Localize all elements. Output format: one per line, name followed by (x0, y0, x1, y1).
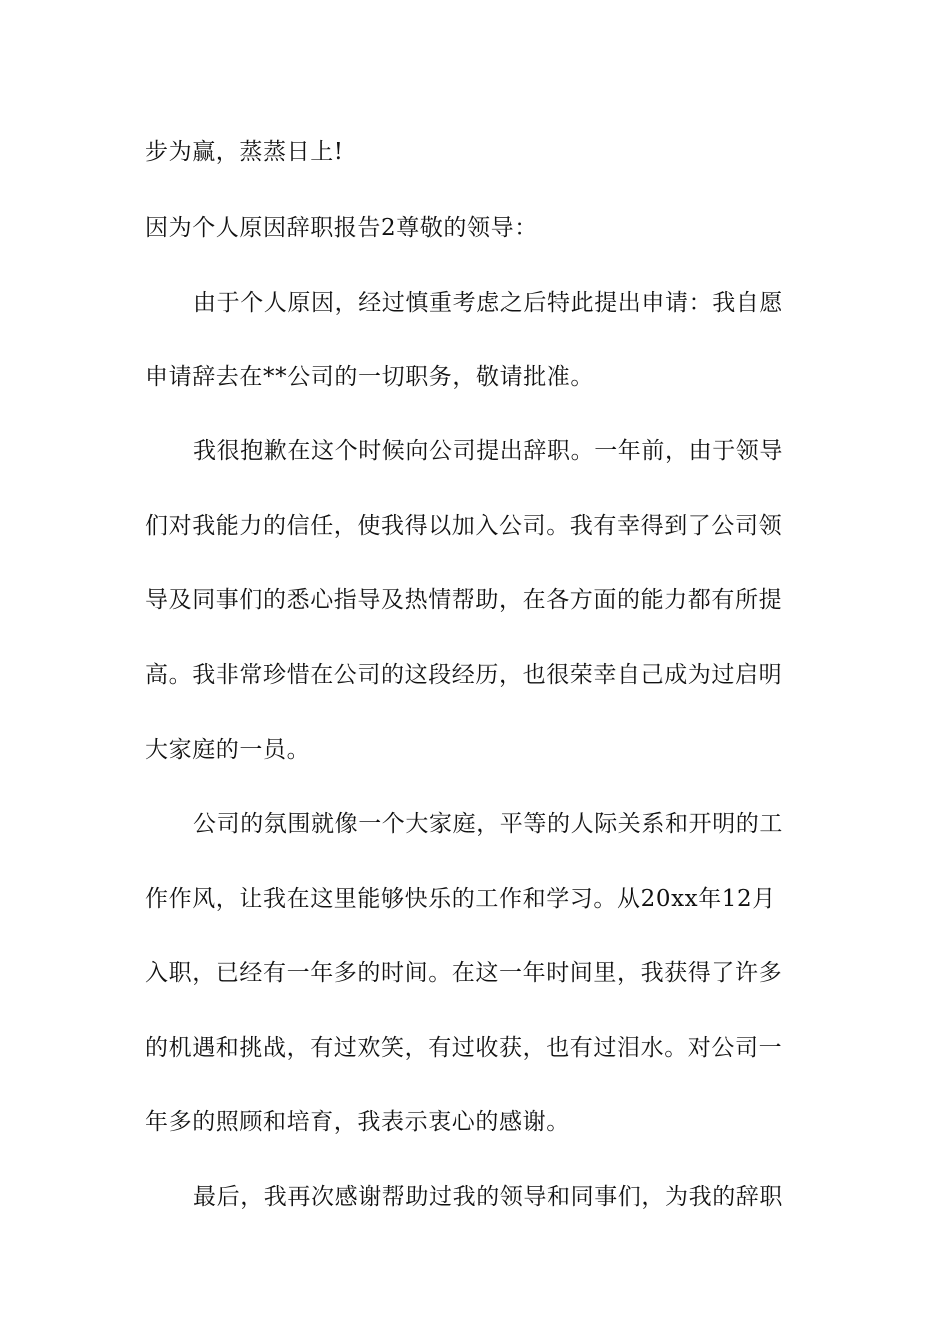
text-line: 步为赢，蒸蒸日上! (145, 139, 344, 165)
text-line: 的机遇和挑战，有过欢笑，有过收获，也有过泪水。对公司一 (145, 1035, 783, 1061)
paragraph-start-line: 由于个人原因，经过慎重考虑之后特此提出申请：我自愿 (193, 290, 783, 316)
text-line: 入职，已经有一年多的时间。在这一年时间里，我获得了许多 (145, 960, 783, 986)
paragraph-start-line: 公司的氛围就像一个大家庭，平等的人际关系和开明的工 (193, 811, 783, 837)
text-line: 导及同事们的悉心指导及热情帮助，在各方面的能力都有所提 (145, 587, 783, 613)
text-line: 申请辞去在**公司的一切职务，敬请批准。 (145, 364, 594, 390)
text-line: 年多的照顾和培育，我表示衷心的感谢。 (145, 1109, 570, 1135)
paragraph-start-line: 最后，我再次感谢帮助过我的领导和同事们，为我的辞职 (193, 1184, 783, 1210)
text-line: 们对我能力的信任，使我得以加入公司。我有幸得到了公司领 (145, 513, 783, 539)
paragraph-start-line: 我很抱歉在这个时候向公司提出辞职。一年前，由于领导 (193, 438, 783, 464)
text-line: 大家庭的一员。 (145, 737, 311, 763)
text-line: 高。我非常珍惜在公司的这段经历，也很荣幸自己成为过启明 (145, 662, 783, 688)
text-line: 因为个人原因辞职报告2尊敬的领导： (145, 215, 538, 241)
text-line: 作作风，让我在这里能够快乐的工作和学习。从20xx年12月 (145, 886, 776, 912)
